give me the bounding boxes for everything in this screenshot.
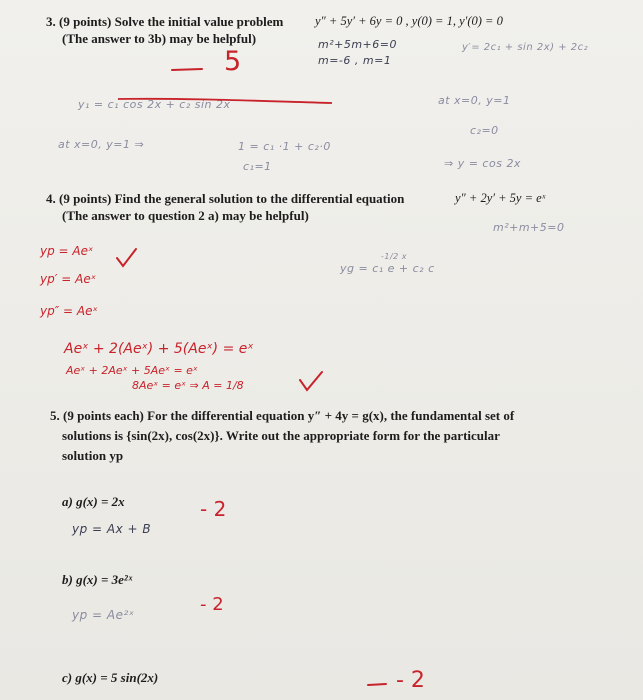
p4-yp-prime: yp′ = Aeˣ [40, 272, 97, 286]
part-b-score: - 2 [200, 594, 224, 615]
problem3-equation: y″ + 5y′ + 6y = 0 , y(0) = 1, y′(0) = 0 [315, 14, 503, 28]
problem4-hint: (The answer to question 2 a) may be helpful) [62, 208, 309, 223]
red-strike-line [118, 99, 332, 103]
red-dash-mark [172, 69, 202, 70]
p3-char-eq: m²+5m+6=0 [318, 38, 397, 51]
part-a-score: - 2 [200, 497, 227, 521]
p4-substitution-2: Aeˣ + 2Aeˣ + 5Aeˣ = eˣ [66, 364, 198, 377]
problem5-line3: solution yp [62, 448, 124, 463]
p3-initial-condition-2: at x=0, y=1 ⇒ [58, 138, 145, 151]
p4-general-solution: yg = c₁ e + c₂ c [340, 262, 435, 275]
p4-exponent: -1/2 x [381, 252, 408, 261]
p4-substitution-3: 8Aeˣ = eˣ ⇒ A = 1/8 [132, 379, 244, 392]
p3-c1-equation: 1 = c₁ ·1 + c₂·0 [238, 140, 331, 153]
problem3-hint: (The answer to 3b) may be helpful) [62, 31, 257, 46]
p4-char-eq: m²+m+5=0 [493, 221, 565, 234]
p3-c1-result: c₁=1 [243, 160, 272, 173]
checkmark-yp [117, 249, 136, 266]
part-b-label: b) g(x) = 3e²ˣ [62, 572, 133, 587]
p3-general-solution: y₁ = c₁ cos 2x + c₂ sin 2x [78, 98, 231, 111]
part-a-answer: yp = Ax + B [72, 522, 152, 536]
part-a-label: a) g(x) = 2x [62, 494, 125, 509]
part-b-answer: yp = Ae²ˣ [72, 608, 135, 622]
p3-derivative: y′= 2c₁ + sin 2x) + 2c₂ [462, 42, 589, 53]
p3-c2-result: c₂=0 [470, 124, 499, 137]
problem5-line2: solutions is {sin(2x), cos(2x)}. Write out the appropriate form for the particular [62, 428, 500, 443]
red-dash-c [368, 684, 386, 685]
p4-yp-double-prime: yp″ = Aeˣ [40, 304, 98, 318]
part-c-label: c) g(x) = 5 sin(2x) [62, 670, 159, 685]
part-c-score: - 2 [396, 668, 425, 693]
p3-score: 5 [224, 46, 242, 77]
p4-substitution-1: Aeˣ + 2(Aeˣ) + 5(Aeˣ) = eˣ [64, 341, 254, 357]
problem5-header: 5. (9 points each) For the differential equation y″ + 4y = g(x), the fundamental set of [50, 408, 515, 423]
p4-yp: yp = Aeˣ [40, 244, 94, 258]
checkmark-a [300, 372, 322, 390]
p3-roots: m=-6 , m=1 [318, 54, 392, 67]
problem4-equation: y″ + 2y′ + 5y = eˣ [455, 191, 546, 205]
problem3-header: 3. (9 points) Solve the initial value problem [46, 14, 284, 29]
p3-final-answer: ⇒ y = cos 2x [444, 157, 521, 170]
p3-initial-condition: at x=0, y=1 [438, 94, 511, 107]
problem4-header: 4. (9 points) Find the general solution to the differential equation [46, 191, 405, 206]
